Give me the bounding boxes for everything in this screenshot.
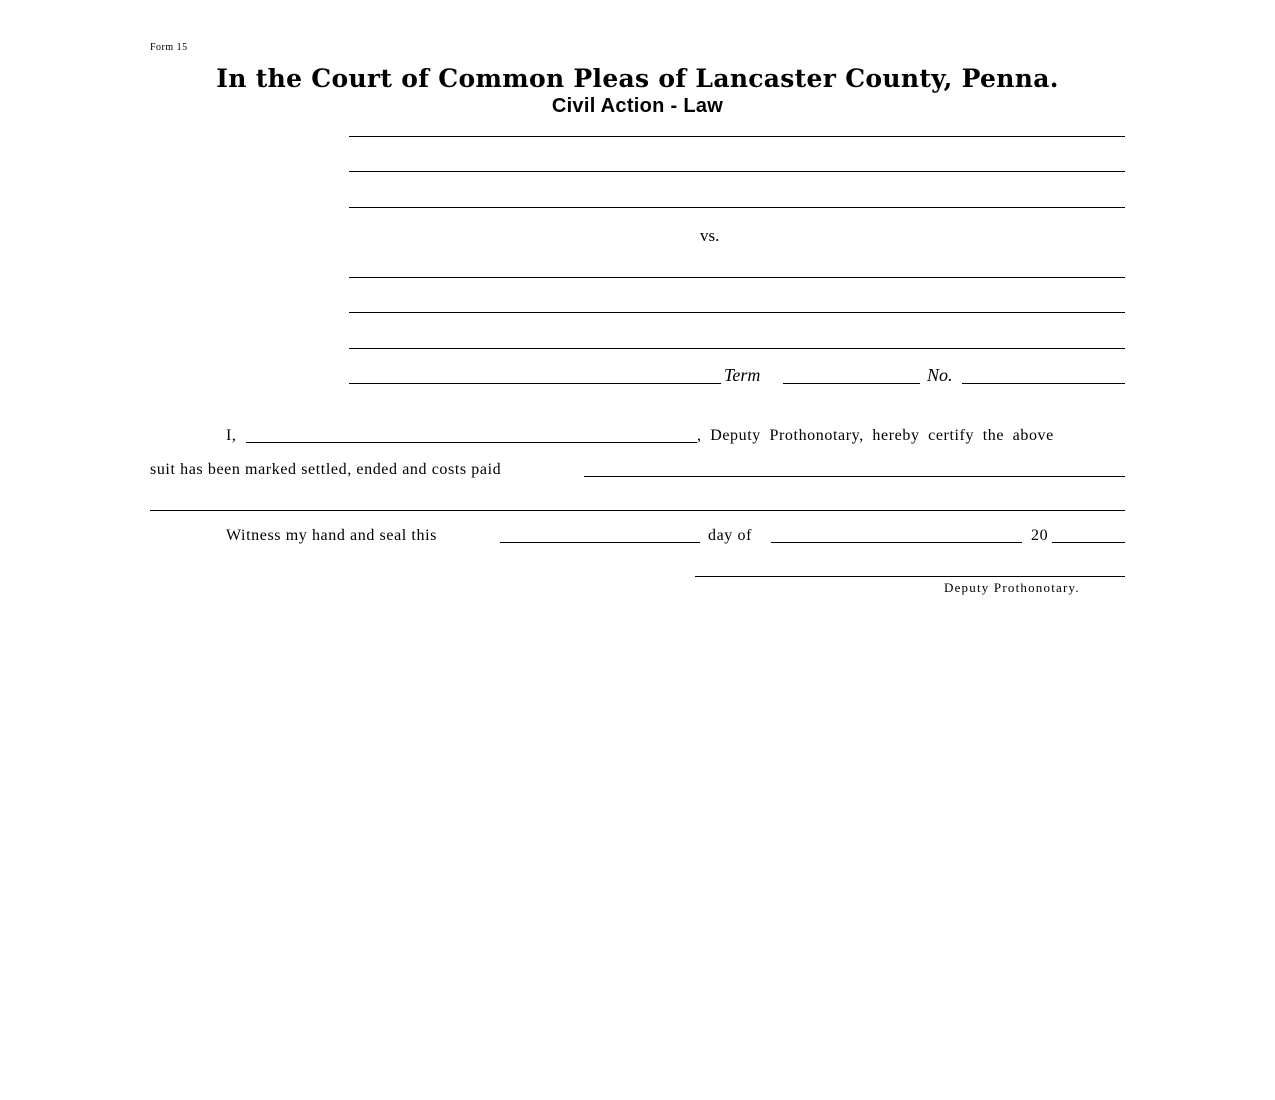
form-number: Form 15 — [150, 42, 188, 53]
defendant-line-3[interactable] — [349, 348, 1125, 349]
year-prefix: 20 — [1031, 527, 1049, 544]
plaintiff-line-2[interactable] — [349, 171, 1125, 172]
versus-label: vs. — [700, 226, 720, 245]
certificate-i-label: I, — [226, 427, 237, 444]
certificate-settled-text: suit has been marked settled, ended and costs paid — [150, 461, 502, 478]
defendant-line-2[interactable] — [349, 312, 1125, 313]
certificate-deputy-text: , Deputy Prothonotary, hereby certify the above — [697, 427, 1054, 444]
settled-details-field[interactable] — [584, 476, 1125, 477]
plaintiff-line-1[interactable] — [349, 136, 1125, 137]
plaintiff-line-3[interactable] — [349, 207, 1125, 208]
signature-caption: Deputy Prothonotary. — [944, 580, 1080, 595]
settled-details-line-2[interactable] — [150, 510, 1125, 511]
witness-text: Witness my hand and seal this — [226, 527, 437, 544]
case-caption-line[interactable] — [349, 383, 721, 384]
day-of-text: day of — [708, 527, 753, 544]
case-number-field[interactable] — [962, 383, 1125, 384]
term-field[interactable] — [783, 383, 920, 384]
deputy-name-field[interactable] — [246, 442, 697, 443]
case-type-heading: Civil Action - Law — [551, 95, 724, 117]
defendant-line-1[interactable] — [349, 277, 1125, 278]
witness-year-field[interactable] — [1052, 542, 1125, 543]
court-title: In the Court of Common Pleas of Lancaster County, Penna. — [216, 64, 1059, 93]
term-label: Term — [724, 365, 761, 385]
witness-month-field[interactable] — [771, 542, 1022, 543]
witness-day-field[interactable] — [500, 542, 700, 543]
number-label: No. — [927, 365, 953, 385]
signature-line[interactable] — [695, 576, 1125, 577]
